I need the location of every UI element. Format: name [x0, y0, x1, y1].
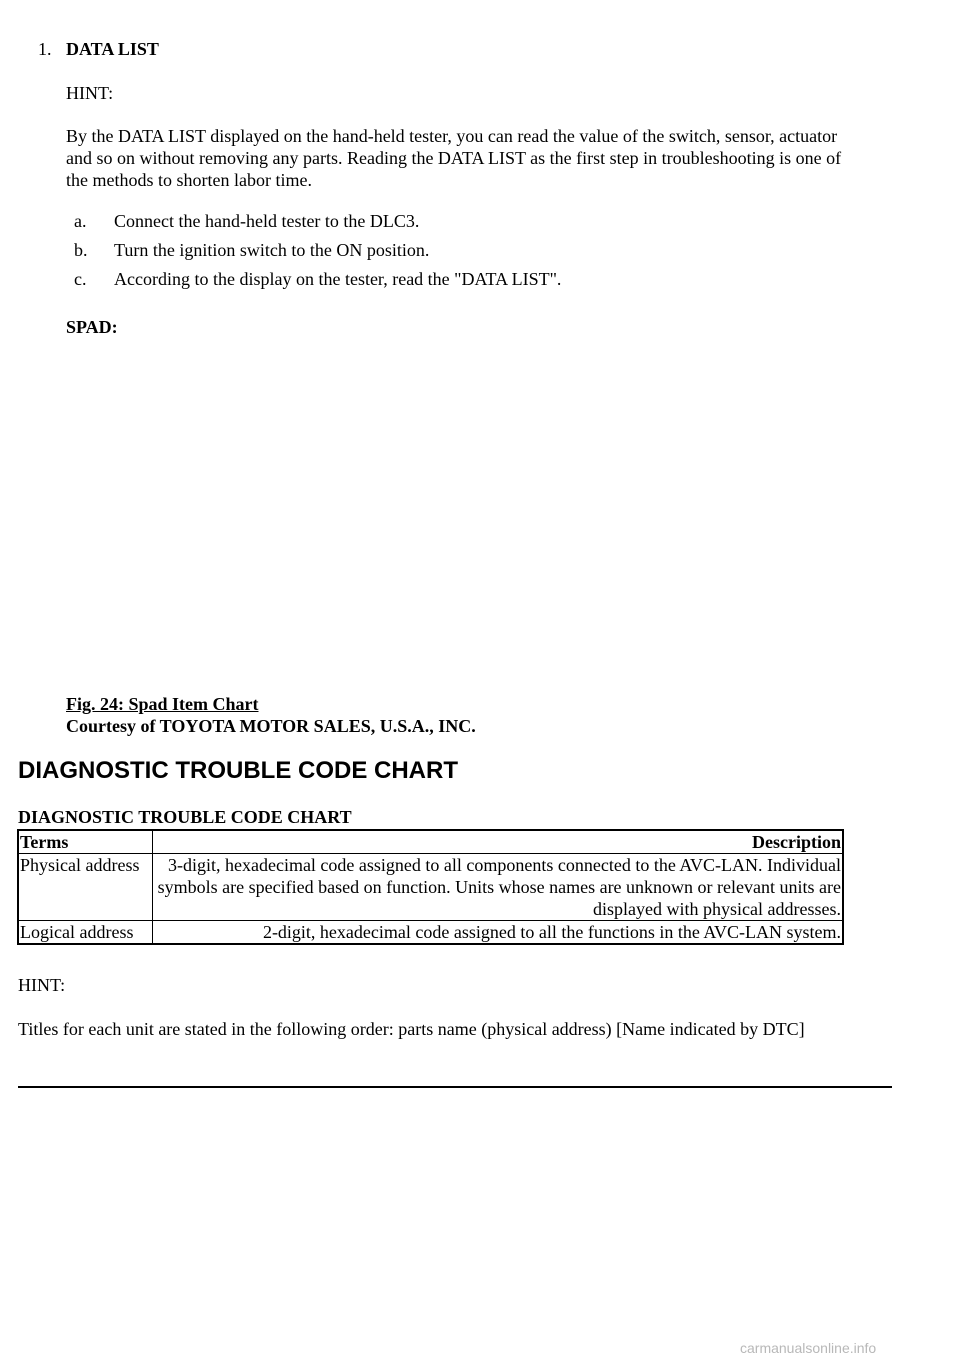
step-list	[66, 210, 561, 297]
header-description: Description	[153, 830, 844, 854]
figure-courtesy: Courtesy of TOYOTA MOTOR SALES, U.S.A., INC.	[66, 716, 476, 736]
figure-caption-link[interactable]: Fig. 24: Spad Item Chart	[66, 694, 259, 714]
row-description: 2-digit, hexadecimal code assigned to all the functions in the AVC-LAN system.	[153, 921, 844, 945]
step-marker: b.	[74, 240, 88, 260]
step-text: According to the display on the tester, read the "DATA LIST".	[114, 269, 562, 289]
hint-paragraph: By the DATA LIST displayed on the hand-held tester, you can read the value of the switch, sensor, actuator and so on without removing any parts. Reading the DATA LIST as the first step in troubleshooting is one of the methods to shorten labor time.	[66, 126, 842, 190]
dtc-heading: DIAGNOSTIC TROUBLE CODE CHART	[18, 757, 458, 784]
step-item	[66, 210, 561, 239]
dtc-table	[17, 829, 844, 945]
row-description: 3-digit, hexadecimal code assigned to all components connected to the AVC-LAN. Individual symbols are specified based on function. Units whose names are unknown or relevant units are displayed with physical addresses.	[153, 854, 844, 921]
table-header-row	[18, 830, 843, 854]
footer-watermark: carmanualsonline.info	[740, 1340, 877, 1356]
section-title: DATA LIST	[66, 39, 159, 59]
header-terms: Terms	[18, 830, 153, 854]
hint-label: HINT:	[66, 83, 114, 103]
horizontal-rule	[18, 1086, 892, 1088]
dtc-hint-label: HINT:	[18, 975, 66, 995]
step-text: Turn the ignition switch to the ON position.	[114, 240, 430, 260]
dtc-subheading: DIAGNOSTIC TROUBLE CODE CHART	[18, 807, 352, 827]
step-text: Connect the hand-held tester to the DLC3.	[114, 211, 420, 231]
step-marker: c.	[74, 269, 87, 289]
section-number: 1.	[38, 39, 52, 59]
table-row	[18, 854, 843, 921]
step-item	[66, 239, 561, 268]
spad-label: SPAD:	[66, 317, 118, 337]
row-term: Physical address	[18, 854, 153, 921]
dtc-hint-text: Titles for each unit are stated in the following order: parts name (physical address) [Name indicated by DTC]	[18, 1019, 805, 1039]
step-marker: a.	[74, 211, 87, 231]
table-row	[18, 921, 843, 945]
step-item	[66, 268, 561, 297]
row-term: Logical address	[18, 921, 153, 945]
